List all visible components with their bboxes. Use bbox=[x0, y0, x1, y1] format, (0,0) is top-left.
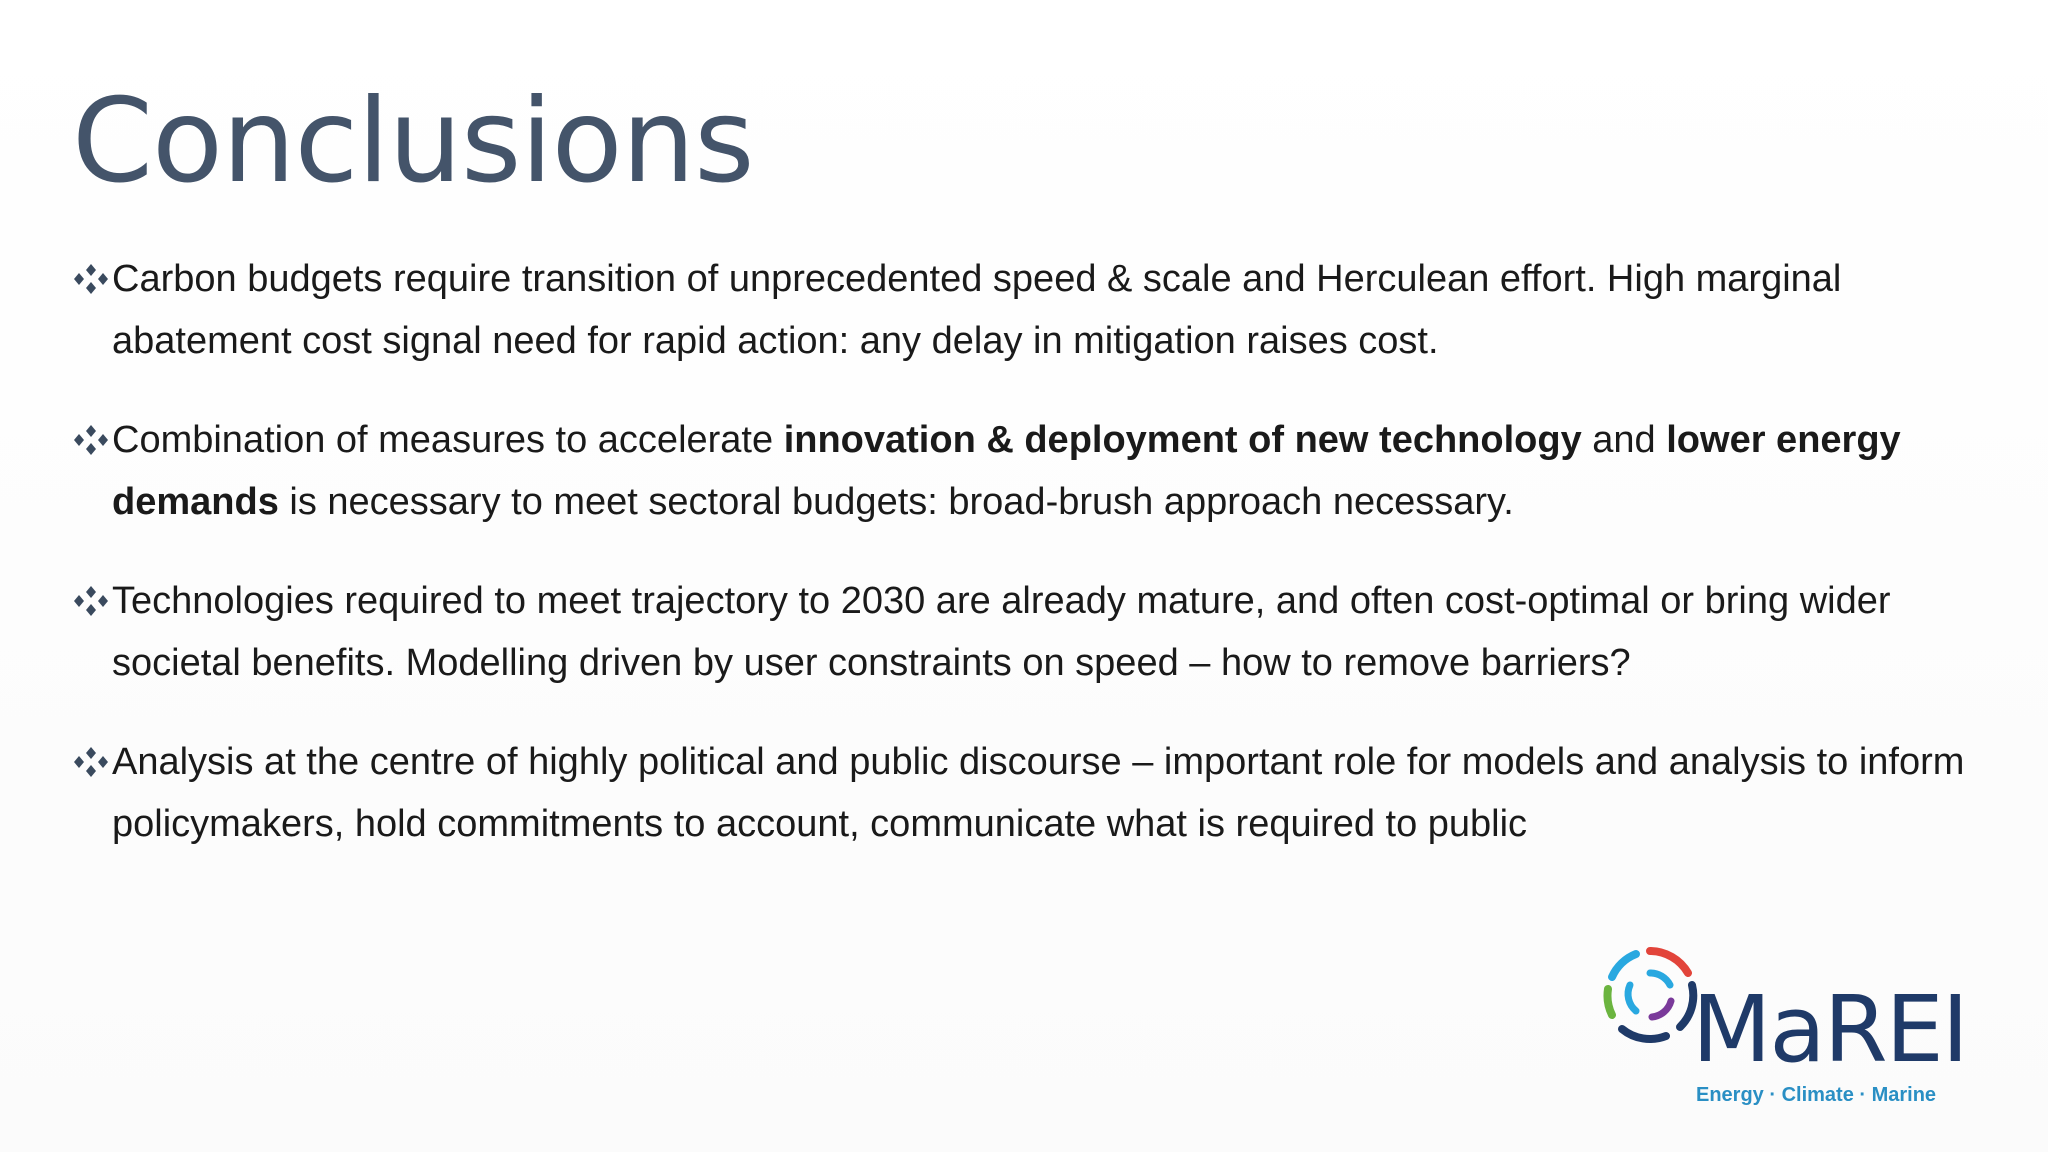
bullet-text bbox=[112, 258, 1841, 362]
four-diamond-icon bbox=[74, 264, 108, 294]
four-diamond-icon bbox=[74, 425, 108, 455]
bullet-segment: Combination of measures to accelerate bbox=[112, 419, 784, 461]
bullet-item bbox=[74, 731, 1974, 855]
logo-wordmark: MaREI bbox=[1692, 976, 1967, 1083]
bullet-text bbox=[112, 741, 1964, 845]
bullet-item bbox=[74, 248, 1974, 372]
bullet-item bbox=[74, 409, 1974, 533]
marei-logo bbox=[1600, 940, 1970, 1120]
slide-title: Conclusions bbox=[72, 74, 754, 209]
bullet-segment: Analysis at the centre of highly political and public discourse – important role for models and analysis to inform policymakers, hold commitments to account, communicate what is required to public bbox=[112, 741, 1965, 845]
bullet-segment: Technologies required to meet trajectory to 2030 are already mature, and often cost-optimal or bring wider societal benefits. Modelling driven by user constraints on speed – how to remove barriers? bbox=[112, 580, 1891, 684]
bullet-item bbox=[74, 570, 1974, 694]
four-diamond-icon bbox=[74, 747, 108, 777]
bullet-segment: is necessary to meet sectoral budgets: broad-brush approach necessary. bbox=[278, 481, 1514, 523]
bullet-list bbox=[74, 248, 1974, 892]
bullet-segment-bold: lower energy demands bbox=[112, 419, 1901, 523]
bullet-text bbox=[112, 419, 1901, 523]
bullet-text bbox=[112, 580, 1891, 684]
marei-logo-mark-icon bbox=[1600, 945, 1700, 1045]
bullet-segment: Carbon budgets require transition of unprecedented speed & scale and Herculean effort. High marginal abatement cost signal need for rapid action: any delay in mitigation raises cost. bbox=[112, 258, 1842, 362]
bullet-segment-bold: innovation & deployment of new technology bbox=[783, 419, 1582, 461]
bullet-segment: and bbox=[1581, 419, 1667, 461]
four-diamond-icon bbox=[74, 586, 108, 616]
logo-tagline: Energy · Climate · Marine bbox=[1696, 1084, 1937, 1106]
